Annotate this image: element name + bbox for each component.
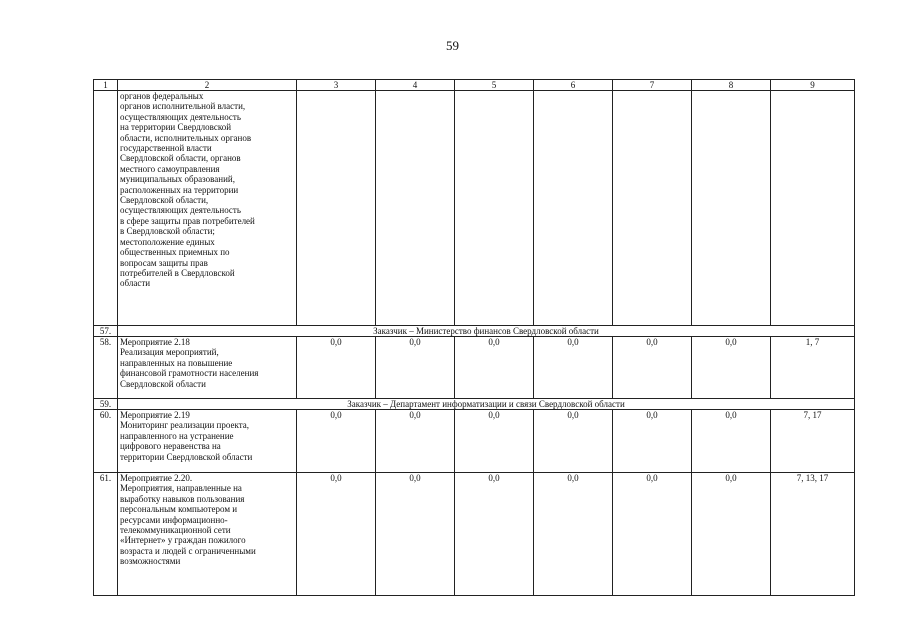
column-header: 4 (376, 80, 455, 91)
description-line: Мероприятие 2.20. (120, 473, 193, 483)
target-cell (771, 91, 855, 326)
description-line: Свердловской области, органов (120, 153, 241, 164)
table-row-continuation (94, 91, 855, 326)
program-table (93, 79, 855, 596)
row-number: 57. (94, 326, 118, 337)
customer-heading: Заказчик – Министерство финансов Свердловской области (118, 326, 855, 337)
description-line: Свердловской области, (120, 195, 209, 206)
description-line: расположенных на территории (120, 184, 239, 195)
column-header: 7 (613, 80, 692, 91)
description-line: Свердловской области (120, 378, 206, 389)
table-header-row (94, 80, 855, 91)
description-line: в Свердловской области; (120, 226, 215, 237)
value-cell: 0,0 (455, 337, 534, 399)
description-line: «Интернет» у граждан пожилого (120, 535, 246, 546)
table-row-60 (94, 410, 855, 473)
value-cell: 0,0 (534, 473, 613, 596)
table-row-section-57 (94, 326, 855, 337)
customer-heading: Заказчик – Департамент информатизации и связи Свердловской области (118, 399, 855, 410)
value-cell: 0,0 (376, 473, 455, 596)
row-number: 61. (94, 473, 118, 596)
value-cell: 0,0 (692, 473, 771, 596)
value-cell: 0,0 (455, 410, 534, 473)
description-line: органов федеральных (120, 91, 204, 101)
target-cell: 7, 17 (771, 410, 855, 473)
target-cell: 1, 7 (771, 337, 855, 399)
description-line: цифрового неравенства на (120, 441, 221, 452)
description-line: вопросам защиты прав (120, 257, 208, 268)
row-description (118, 337, 297, 399)
value-cell (455, 91, 534, 326)
description-line: выработку навыков пользования (120, 493, 245, 504)
description-line: финансовой грамотности населения (120, 368, 259, 379)
page-number: 59 (446, 38, 459, 53)
value-cell: 0,0 (297, 473, 376, 596)
description-line: направленного на устранение (120, 430, 234, 441)
column-header: 6 (534, 80, 613, 91)
table-row-61 (94, 473, 855, 596)
value-cell: 0,0 (297, 337, 376, 399)
column-header: 2 (118, 80, 297, 91)
table-row-58 (94, 337, 855, 399)
description-line: Мероприятия, направленные на (120, 483, 242, 494)
description-line: местного самоуправления (120, 163, 220, 174)
row-description (118, 410, 297, 473)
description-line: Мероприятие 2.19 (120, 410, 190, 420)
description-line: возможностями (120, 556, 181, 567)
description-line: направленных на повышение (120, 357, 233, 368)
value-cell: 0,0 (534, 410, 613, 473)
description-line: органов исполнительной власти, (120, 101, 246, 112)
row-description (118, 91, 297, 326)
value-cell: 0,0 (297, 410, 376, 473)
column-header: 1 (94, 80, 118, 91)
description-line: Мониторинг реализации проекта, (120, 420, 249, 431)
value-cell: 0,0 (692, 410, 771, 473)
description-line: ресурсами информационно- (120, 514, 228, 525)
table-row-section-59 (94, 399, 855, 410)
value-cell (534, 91, 613, 326)
description-line: области, исполнительных органов (120, 132, 252, 143)
description-line: персональным компьютером и (120, 504, 238, 515)
description-line: осуществляющих деятельность (120, 205, 241, 216)
value-cell: 0,0 (613, 337, 692, 399)
value-cell: 0,0 (692, 337, 771, 399)
row-number: 60. (94, 410, 118, 473)
value-cell (376, 91, 455, 326)
description-line: возраста и людей с ограниченными (120, 545, 256, 556)
description-line: осуществляющих деятельность (120, 111, 241, 122)
row-number (94, 91, 118, 326)
value-cell: 0,0 (613, 410, 692, 473)
value-cell: 0,0 (376, 337, 455, 399)
description-line: области (120, 278, 151, 289)
value-cell: 0,0 (534, 337, 613, 399)
description-line: потребителей в Свердловской (120, 267, 235, 278)
description-line: местоположение единых (120, 236, 215, 247)
description-line: Мероприятие 2.18 (120, 337, 190, 347)
target-cell: 7, 13, 17 (771, 473, 855, 596)
description-line: Реализация мероприятий, (120, 347, 219, 358)
value-cell (297, 91, 376, 326)
description-line: государственной власти (120, 143, 212, 154)
description-line: общественных приемных по (120, 247, 230, 258)
value-cell: 0,0 (376, 410, 455, 473)
column-header: 5 (455, 80, 534, 91)
description-line: территории Свердловской области (120, 451, 253, 462)
description-line: телекоммуникационной сети (120, 525, 231, 536)
value-cell: 0,0 (613, 473, 692, 596)
row-number: 59. (94, 399, 118, 410)
description-line: муниципальных образований, (120, 174, 235, 185)
value-cell: 0,0 (455, 473, 534, 596)
column-header: 8 (692, 80, 771, 91)
value-cell (692, 91, 771, 326)
row-description (118, 473, 297, 596)
description-line: на территории Свердловской (120, 122, 232, 133)
row-number: 58. (94, 337, 118, 399)
description-line: в сфере защиты прав потребителей (120, 215, 255, 226)
column-header: 3 (297, 80, 376, 91)
column-header: 9 (771, 80, 855, 91)
value-cell (613, 91, 692, 326)
